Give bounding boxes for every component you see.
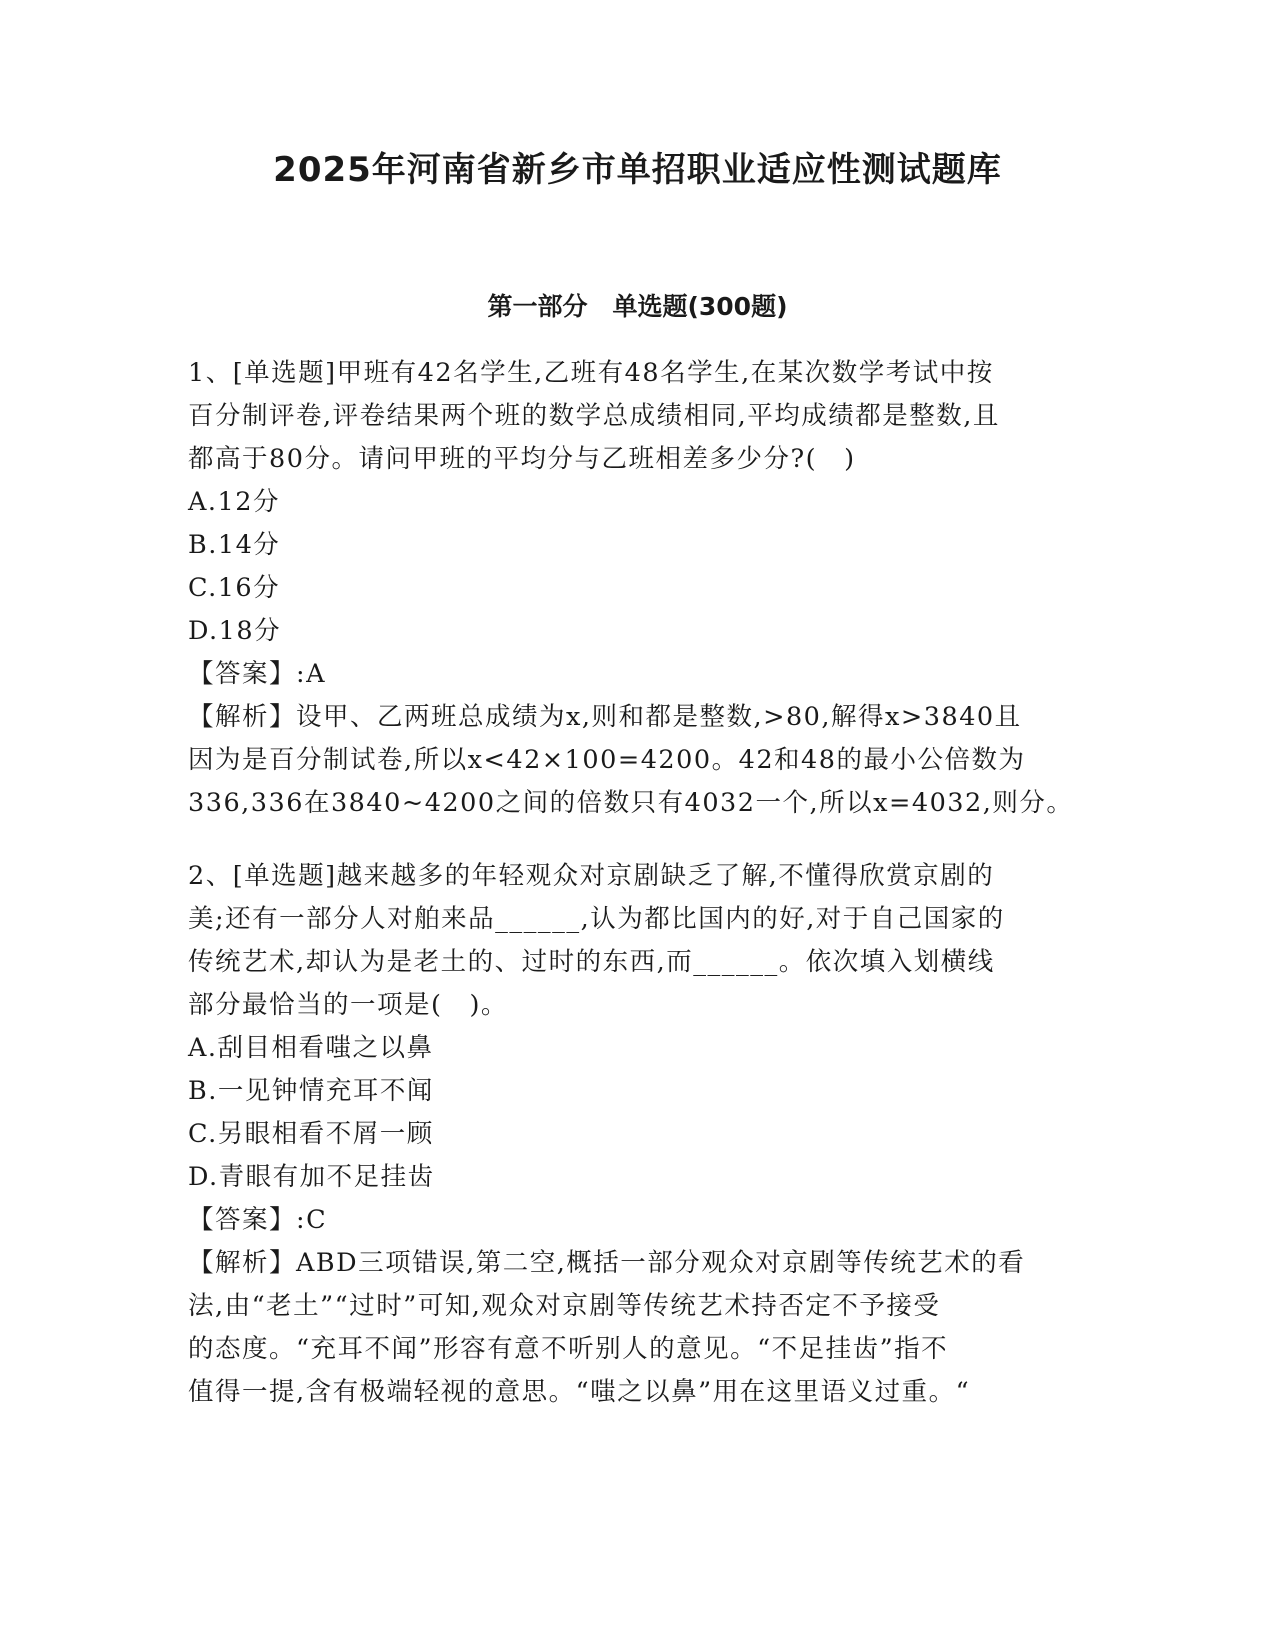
stem-line: 都高于80分。请问甲班的平均分与乙班相差多少分?( ) xyxy=(188,444,856,474)
analysis-line: 因为是百分制试卷,所以x<42×100=4200。42和48的最小公倍数为 xyxy=(188,745,1026,775)
analysis-line: 值得一提,含有极端轻视的意思。“嗤之以鼻”用在这里语义过重。“ xyxy=(188,1377,971,1407)
stem-line: 美;还有一部分人对舶来品______,认为都比国内的好,对于自己国家的 xyxy=(188,904,1005,934)
document-title: 2025年河南省新乡市单招职业适应性测试题库 xyxy=(273,150,1002,190)
section-title: 第一部分 单选题(300题) xyxy=(487,292,788,321)
analysis-line: 【解析】ABD三项错误,第二空,概括一部分观众对京剧等传统艺术的看 xyxy=(188,1248,1026,1278)
stem-line: 部分最恰当的一项是( )。 xyxy=(188,990,508,1020)
question-stem xyxy=(188,855,1088,1027)
analysis-line: 336,336在3840~4200之间的倍数只有4032一个,所以x=4032,则分。 xyxy=(188,788,1074,818)
stem-line: 1、[单选题]甲班有42名学生,乙班有48名学生,在某次数学考试中按 xyxy=(188,358,994,388)
option-c: C.另眼相看不屑一顾 xyxy=(188,1119,434,1149)
option-d: D.18分 xyxy=(188,616,282,646)
option-b: B.一见钟情充耳不闻 xyxy=(188,1076,434,1106)
stem-line: 传统艺术,却认为是老土的、过时的东西,而______。依次填入划横线 xyxy=(188,947,995,977)
analysis-line: 的态度。“充耳不闻”形容有意不听别人的意见。“不足挂齿”指不 xyxy=(188,1334,949,1364)
analysis xyxy=(188,1242,1088,1414)
question-stem xyxy=(188,352,1088,481)
question-2 xyxy=(188,855,1088,1414)
stem-line: 百分制评卷,评卷结果两个班的数学总成绩相同,平均成绩都是整数,且 xyxy=(188,401,1000,431)
option-b: B.14分 xyxy=(188,530,281,560)
option-a: A.刮目相看嗤之以鼻 xyxy=(188,1033,434,1063)
option-c: C.16分 xyxy=(188,573,281,603)
option-list xyxy=(188,481,1088,653)
question-1 xyxy=(188,352,1088,825)
answer: 【答案】:A xyxy=(188,659,327,689)
stem-line: 2、[单选题]越来越多的年轻观众对京剧缺乏了解,不懂得欣赏京剧的 xyxy=(188,861,995,891)
option-d: D.青眼有加不足挂齿 xyxy=(188,1162,435,1192)
analysis-line: 法,由“老土”“过时”可知,观众对京剧等传统艺术持否定不予接受 xyxy=(188,1291,941,1321)
analysis xyxy=(188,696,1088,825)
option-list xyxy=(188,1027,1088,1199)
answer: 【答案】:C xyxy=(188,1205,328,1235)
option-a: A.12分 xyxy=(188,487,280,517)
analysis-line: 【解析】设甲、乙两班总成绩为x,则和都是整数,>80,解得x>3840且 xyxy=(188,702,1022,732)
